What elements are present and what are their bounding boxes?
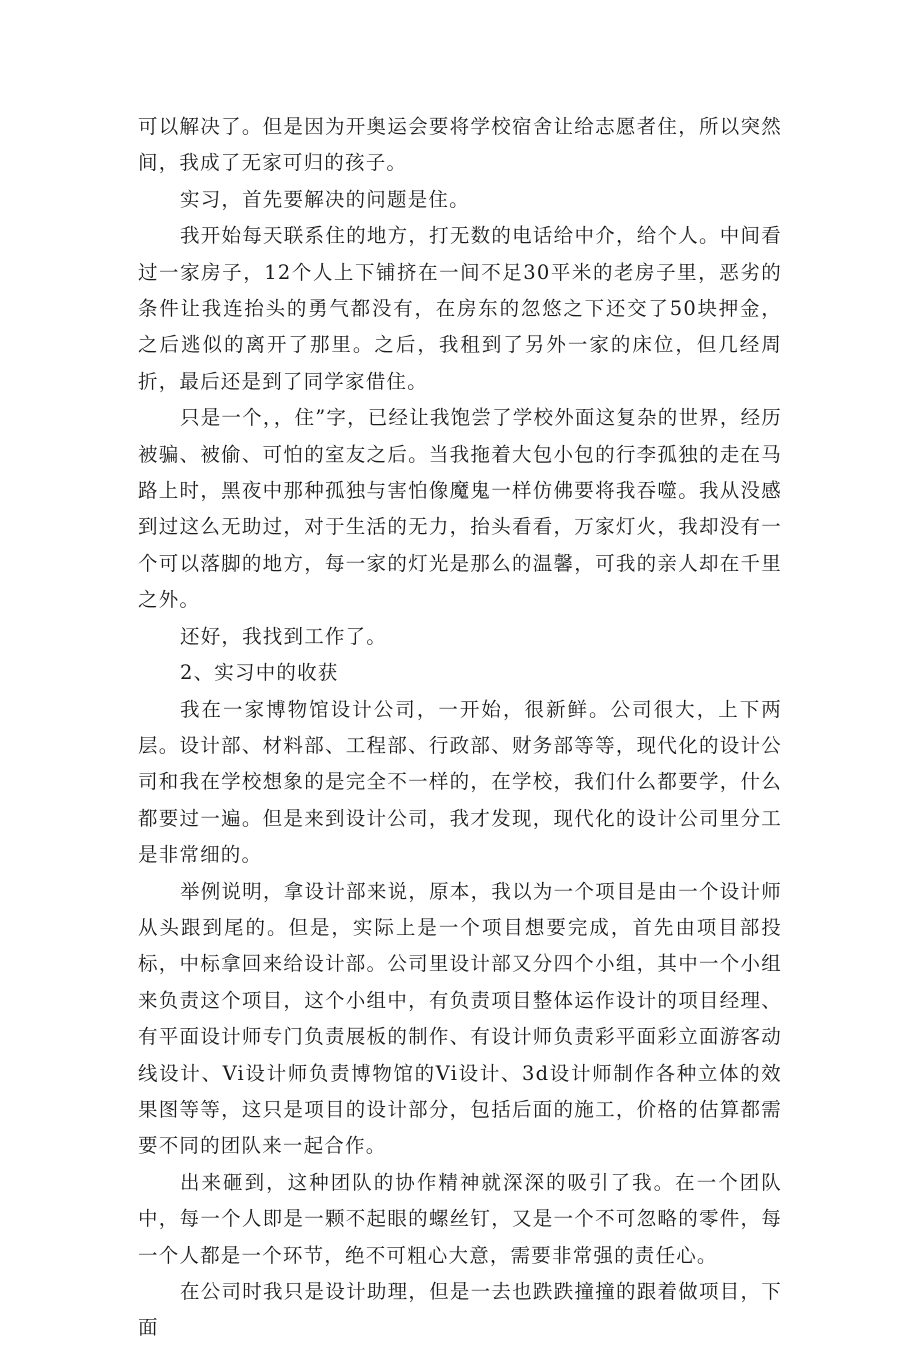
document-body xyxy=(138,109,782,1347)
paragraph: 实习，首先要解决的问题是住。 xyxy=(180,187,470,211)
paragraph: 出来砸到，这种团队的协作精神就深深的吸引了我。在一个团队中，每一个人即是一颗不起眼的螺丝钉，又是一个不可忽略的零件，每一个人都是一个环节，绝不可粗心大意，需要非常强的责任心。 xyxy=(138,1170,782,1267)
paragraph: 我在一家博物馆设计公司，一开始，很新鲜。公司很大，上下两层。设计部、材料部、工程部、行政部、财务部等等，现代化的设计公司和我在学校想象的是完全不一样的，在学校，我们什么都要学，什么都要过一遍。但是来到设计公司，我才发现，现代化的设计公司里分工是非常细的。 xyxy=(138,697,782,867)
paragraph: 举例说明，拿设计部来说，原本，我以为一个项目是由一个设计师从头跟到尾的。但是，实际上是一个项目想要完成，首先由项目部投标，中标拿回来给设计部。公司里设计部又分四个小组，其中一个小组来负责这个项目，这个小组中，有负责项目整体运作设计的项目经理、有平面设计师专门负责展板的制作、有设计师负责彩平面彩立面游客动线设计、Vi设计师负责博物馆的Vi设计、3d设计师制作各种立体的效果图等等，这只是项目的设计部分，包括后面的施工，价格的估算都需要不同的团队来一起合作。 xyxy=(138,879,782,1158)
paragraph: 我开始每天联系住的地方，打无数的电话给中介，给个人。中间看过一家房子，12个人上下铺挤在一间不足30平米的老房子里，恶劣的条件让我连抬头的勇气都没有，在房东的忽悠之下还交了50块押金，之后逃似的离开了那里。之后，我租到了另外一家的床位，但几经周折，最后还是到了同学家借住。 xyxy=(138,224,782,393)
paragraph: 还好，我找到工作了。 xyxy=(180,624,388,648)
paragraph: 在公司时我只是设计助理，但是一去也跌跌撞撞的跟着做项目，下面 xyxy=(138,1280,782,1340)
paragraph-continued: 可以解决了。但是因为开奥运会要将学校宿舍让给志愿者住，所以突然间，我成了无家可归的孩子。 xyxy=(138,115,782,175)
section-heading: 2、实习中的收获 xyxy=(180,661,339,685)
paragraph: 只是一个，，住”字，已经让我饱尝了学校外面这复杂的世界，经历被骗、被偷、可怕的室友之后。当我拖着大包小包的行李孤独的走在马路上时，黑夜中那种孤独与害怕像魔鬼一样仿佛要将我吞噬。我从没感到过这么无助过，对于生活的无力，抬头看看，万家灯火，我却没有一个可以落脚的地方，每一家的灯光是那么的温馨，可我的亲人却在千里之外。 xyxy=(138,406,782,612)
